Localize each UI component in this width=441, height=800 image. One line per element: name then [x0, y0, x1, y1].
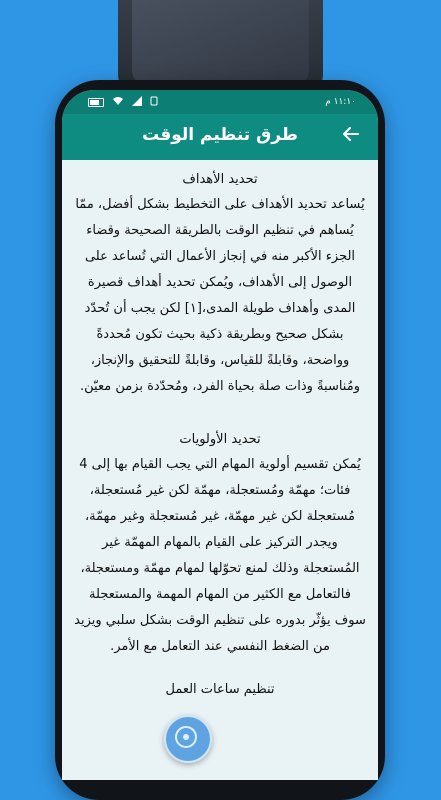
arrow-left-icon [342, 125, 360, 143]
wifi-icon [112, 96, 124, 109]
status-bar [62, 90, 378, 114]
back-phone-screen [132, 0, 309, 88]
page-title: طرق تنظيم الوقت [142, 125, 298, 145]
battery-icon [88, 98, 104, 107]
article-content [62, 160, 378, 780]
phone-screen [62, 90, 378, 780]
section-body-priorities: يُمكن تقسيم أولوية المهام التي يجب القيام بها إلى 4 فئات؛ مهمّة ومُستعجلة، مهمّة لكن غير مُستعجلة، مُستعجلة لكن غير مهمّة، غير مُستعجلة وغير مهمّة، ويجدر التركيز على القيام بالمهام المهمّة غير المُستعجلة وذلك لمنع تحوّلها لمهام مهمّة ومستعجلة، فالتعامل مع الكثير من المهام المهمة والمستعجلة سوف يؤثّر بدوره على تنظيم الوقت بشكل سلبي ويزيد من الضغط النفسي عند التعامل مع الأمر. [74, 457, 366, 654]
back-button[interactable] [338, 123, 364, 149]
menu-bubble-icon [166, 717, 206, 757]
section-title-goals: تحديد الأهداف [182, 172, 258, 187]
section-body-goals: يُساعد تحديد الأهداف على التخطيط بشكل أفضل، ممّا يُساهم في تنظيم الوقت بالطريقة الصحيحة وقضاء الجزء الأكبر منه في إنجاز الأعمال التي تُساعد على الوصول إلى الأهداف، ويُمكن تحديد أهداف قصيرة المدى وأهداف طويلة المدى،[١] لكن يجب أن تُحدّد بشكل صحيح وبطريقة ذكية بحيث تكون مُحددةً وواضحة، وقابلةً للقياس، وقابلةً للتحقيق والإنجاز، ومُناسبةً وذات صلة بحياة الفرد، ومُحدّدة بزمن معيّن. [75, 197, 365, 394]
section-title-next: تنظيم ساعات العمل [165, 682, 275, 697]
section-title-priorities: تحديد الأولويات [179, 432, 261, 447]
floating-bubble-button[interactable] [164, 715, 212, 763]
status-icons [88, 96, 163, 108]
app-bar [62, 114, 378, 160]
status-time: ١١:١٠ م [325, 97, 356, 107]
notification-icon [150, 96, 158, 109]
signal-icon [132, 96, 142, 109]
